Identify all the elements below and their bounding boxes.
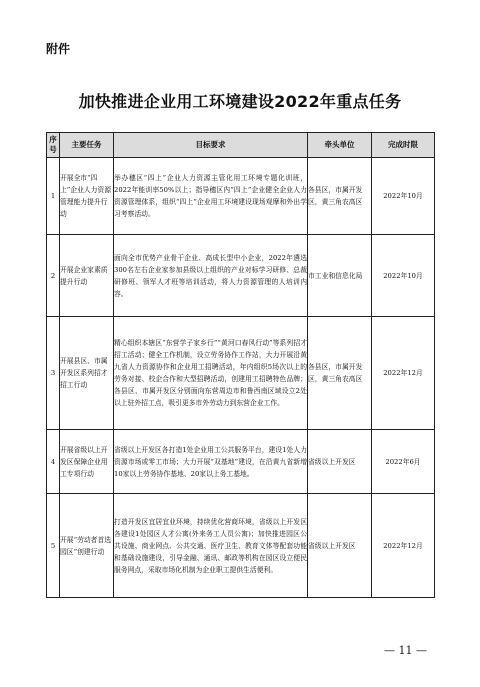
row-goal: 精心组织本辖区“东营学子家乡行”“黄河口春风行动”等系列招才招工活动；健全工作机制，设立劳务协作工作站，大力开展沿黄九省人力资源协作和企业用工招聘活动，年内组织5场次以上的劳务对接、校企合作和大型招聘活动，创建用工招聘特色品牌；各县区、市属开发区分别面向东营周边市和鲁西南区域设立2处以上驻外招工点，吸引更多市外劳动力到东营企业工作。 <box>114 317 308 430</box>
row-number: 5 <box>47 494 60 598</box>
table-row <box>47 235 435 317</box>
header-deadline: 完成时限 <box>372 133 435 158</box>
row-task: 开展县区、市属开发区系列招才招工行动 <box>60 317 114 430</box>
attachment-label: 附件 <box>46 42 71 56</box>
header-task: 主要任务 <box>60 133 114 158</box>
row-deadline: 2022年10月 <box>372 235 435 317</box>
header-lead: 牵头单位 <box>308 133 372 158</box>
row-goal: 省级以上开发区各打造1处企业用工公共服务平台，建设1处人力资源市场或零工市场；大力开展“双基地”建设，在沿黄九省新增10家以上劳务协作基地、20家以上务工基地。 <box>114 430 308 494</box>
row-deadline: 2022年12月 <box>372 317 435 430</box>
row-lead: 各县区，市属开发区，黄三角农高区 <box>308 317 372 430</box>
header-goal: 目标要求 <box>114 133 308 158</box>
row-task: 开展“劳动者首选园区”创建行动 <box>60 494 114 598</box>
row-lead: 省级以上开发区 <box>308 430 372 494</box>
row-lead: 市工业和信息化局 <box>308 235 372 317</box>
row-deadline: 2022年10月 <box>372 158 435 235</box>
table-header-row <box>47 133 435 158</box>
row-task: 开展省级以上开发区保障企业用工专项行动 <box>60 430 114 494</box>
row-deadline: 2022年12月 <box>372 494 435 598</box>
table-row <box>47 158 435 235</box>
row-goal: 举办穗区“四上”企业人力资源主管化用工环境专题化训班，2022年能训率50%以上；指导穗区内“四上”企业健全企业人力资源管理体系，组织“四上”企业用工环境建设现场观摩和外出学习考察活动。 <box>114 158 308 235</box>
row-number: 3 <box>47 317 60 430</box>
row-number: 1 <box>47 158 60 235</box>
table-row <box>47 317 435 430</box>
row-goal: 打造开发区宜居宜业环境，持续优化营商环境，省级以上开发区各建设1处园区人才公寓(外来务工人员公寓)；加快推进园区公共设施、商业网点、公共交通、医疗卫生、教育文体等配套功能和基础设施建设，引导金融、通讯、邮政等机构在园区设立便民服务网点，采取市场化机制为企业职工提供生活便利。 <box>114 494 308 598</box>
document-title: 加快推进企业用工环境建设2022年重点任务 <box>78 92 402 111</box>
row-lead: 各县区，市属开发区，黄三角农高区 <box>308 158 372 235</box>
header-num: 序号 <box>47 133 60 158</box>
row-number: 4 <box>47 430 60 494</box>
page-number: — 11 — <box>384 644 427 657</box>
row-number: 2 <box>47 235 60 317</box>
row-task: 开展企业家素质提升行动 <box>60 235 114 317</box>
row-task: 开展全市“四上”企业人力资源管理能力提升行动 <box>60 158 114 235</box>
row-lead: 省级以上开发区 <box>308 494 372 598</box>
table-row <box>47 430 435 494</box>
tasks-table <box>46 132 435 598</box>
row-goal: 面向全市优势产业骨干企业、高成长型中小企业，2022年遴选300名左右企业家参加县级以上组织的产业对标学习研修、总裁研修班、领军人才班等培训活动，将人力资源管理的人培训内容。 <box>114 235 308 317</box>
table-row <box>47 494 435 598</box>
row-deadline: 2022年6月 <box>372 430 435 494</box>
